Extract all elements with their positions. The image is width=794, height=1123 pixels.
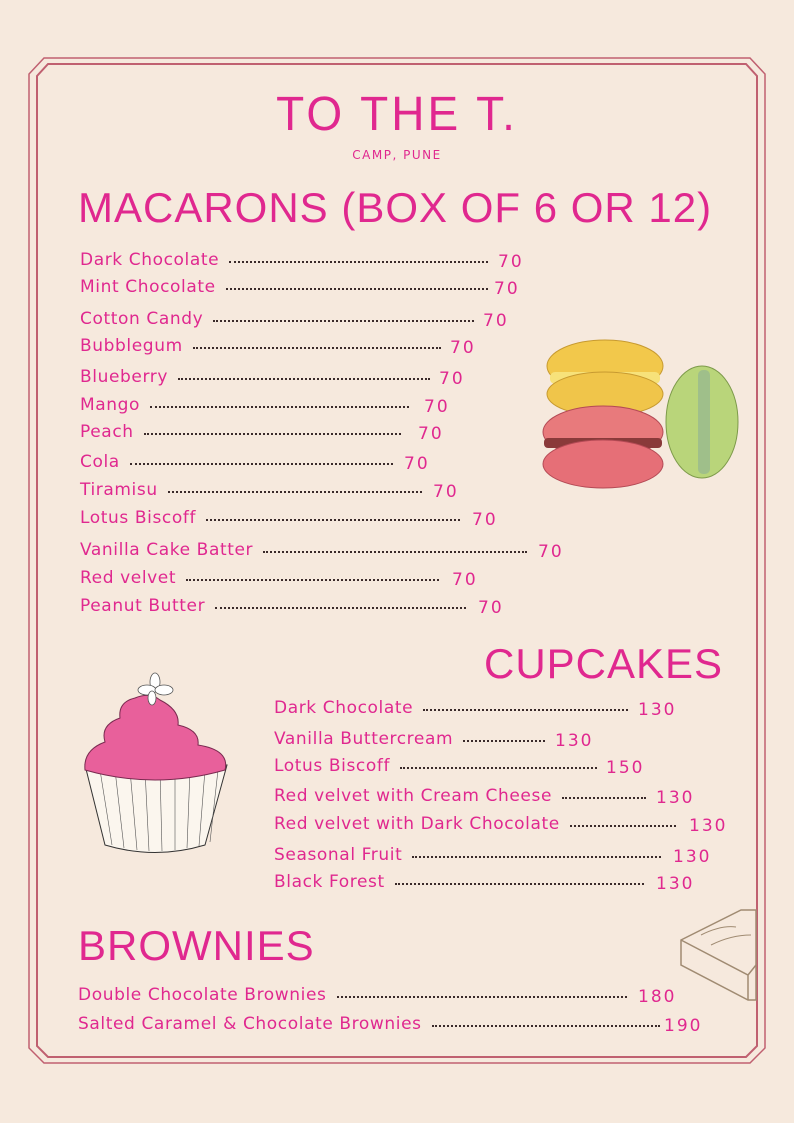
dot-leader	[337, 996, 627, 998]
menu-item	[80, 479, 422, 501]
shop-title: TO THE T.	[276, 85, 518, 141]
item-price: 190	[664, 1016, 703, 1036]
item-name: Blueberry	[80, 367, 169, 387]
menu-item	[80, 507, 460, 529]
dot-leader	[130, 463, 393, 465]
menu-item	[274, 844, 661, 866]
menu-item	[80, 451, 393, 473]
item-price: 70	[450, 338, 476, 358]
shop-location: CAMP, PUNE	[352, 148, 442, 162]
menu-item	[274, 785, 646, 807]
dot-leader	[144, 433, 401, 435]
item-price: 70	[404, 454, 430, 474]
menu-item	[274, 871, 644, 893]
section-title-brownies: BROWNIES	[78, 922, 315, 969]
item-price: 130	[638, 700, 677, 720]
dot-leader	[395, 883, 644, 885]
dot-leader	[463, 740, 545, 742]
menu-item	[80, 276, 488, 298]
macarons-illustration-icon	[538, 336, 743, 496]
dot-leader	[229, 261, 488, 263]
dot-leader	[226, 288, 488, 290]
menu-item	[80, 249, 488, 271]
menu-item	[80, 335, 441, 357]
item-name: Double Chocolate Brownies	[78, 985, 327, 1005]
menu-item	[80, 394, 409, 416]
item-name: Red velvet with Dark Chocolate	[274, 814, 560, 834]
item-name: Seasonal Fruit	[274, 845, 403, 865]
item-name: Lotus Biscoff	[274, 756, 391, 776]
menu-item	[80, 421, 401, 443]
menu-item	[80, 366, 430, 388]
menu-item	[274, 697, 628, 719]
item-name: Peach	[80, 422, 134, 442]
dot-leader	[432, 1025, 660, 1027]
item-price: 70	[424, 397, 450, 417]
item-name: Dark Chocolate	[274, 698, 414, 718]
item-price: 130	[673, 847, 712, 867]
menu-item	[80, 539, 527, 561]
item-price: 70	[494, 279, 520, 299]
dot-leader	[412, 856, 661, 858]
item-price: 150	[606, 758, 645, 778]
menu-item	[80, 308, 474, 330]
item-price: 70	[433, 482, 459, 502]
item-price: 130	[656, 874, 695, 894]
item-name: Salted Caramel & Chocolate Brownies	[78, 1014, 422, 1034]
item-price: 130	[656, 788, 695, 808]
item-price: 70	[483, 311, 509, 331]
dot-leader	[215, 607, 466, 609]
item-price: 180	[638, 987, 677, 1007]
item-price: 70	[472, 510, 498, 530]
item-price: 70	[418, 424, 444, 444]
item-price: 70	[538, 542, 564, 562]
dot-leader	[150, 406, 409, 408]
item-price: 70	[452, 570, 478, 590]
menu-item	[274, 728, 545, 750]
item-price: 70	[439, 369, 465, 389]
dot-leader	[186, 579, 439, 581]
item-name: Tiramisu	[80, 480, 158, 500]
dot-leader	[206, 519, 460, 521]
item-name: Cola	[80, 452, 120, 472]
menu-item	[78, 984, 627, 1006]
dot-leader	[168, 491, 422, 493]
item-name: Red velvet	[80, 568, 177, 588]
section-title-macarons: MACARONS (BOX OF 6 OR 12)	[78, 184, 713, 231]
dot-leader	[193, 347, 441, 349]
dot-leader	[263, 551, 527, 553]
item-price: 130	[555, 731, 594, 751]
brownie-illustration-icon	[676, 905, 758, 1005]
dot-leader	[213, 320, 474, 322]
item-name: Mango	[80, 395, 141, 415]
dot-leader	[400, 767, 597, 769]
menu-item	[80, 567, 439, 589]
item-name: Lotus Biscoff	[80, 508, 197, 528]
dot-leader	[423, 709, 628, 711]
item-price: 130	[689, 816, 728, 836]
item-name: Vanilla Cake Batter	[80, 540, 254, 560]
menu-item	[274, 813, 676, 835]
item-name: Peanut Butter	[80, 596, 206, 616]
dot-leader	[178, 378, 430, 380]
menu-item	[274, 755, 597, 777]
item-name: Cotton Candy	[80, 309, 204, 329]
dot-leader	[570, 825, 676, 827]
item-name: Bubblegum	[80, 336, 183, 356]
item-price: 70	[478, 598, 504, 618]
cupcake-illustration-icon	[80, 670, 235, 855]
menu-item	[80, 595, 466, 617]
item-name: Red velvet with Cream Cheese	[274, 786, 553, 806]
item-name: Vanilla Buttercream	[274, 729, 454, 749]
menu-item	[78, 1013, 660, 1035]
item-name: Dark Chocolate	[80, 250, 220, 270]
section-title-cupcakes: CUPCAKES	[484, 640, 724, 687]
item-name: Mint Chocolate	[80, 277, 216, 297]
item-name: Black Forest	[274, 872, 385, 892]
dot-leader	[562, 797, 646, 799]
item-price: 70	[498, 252, 524, 272]
